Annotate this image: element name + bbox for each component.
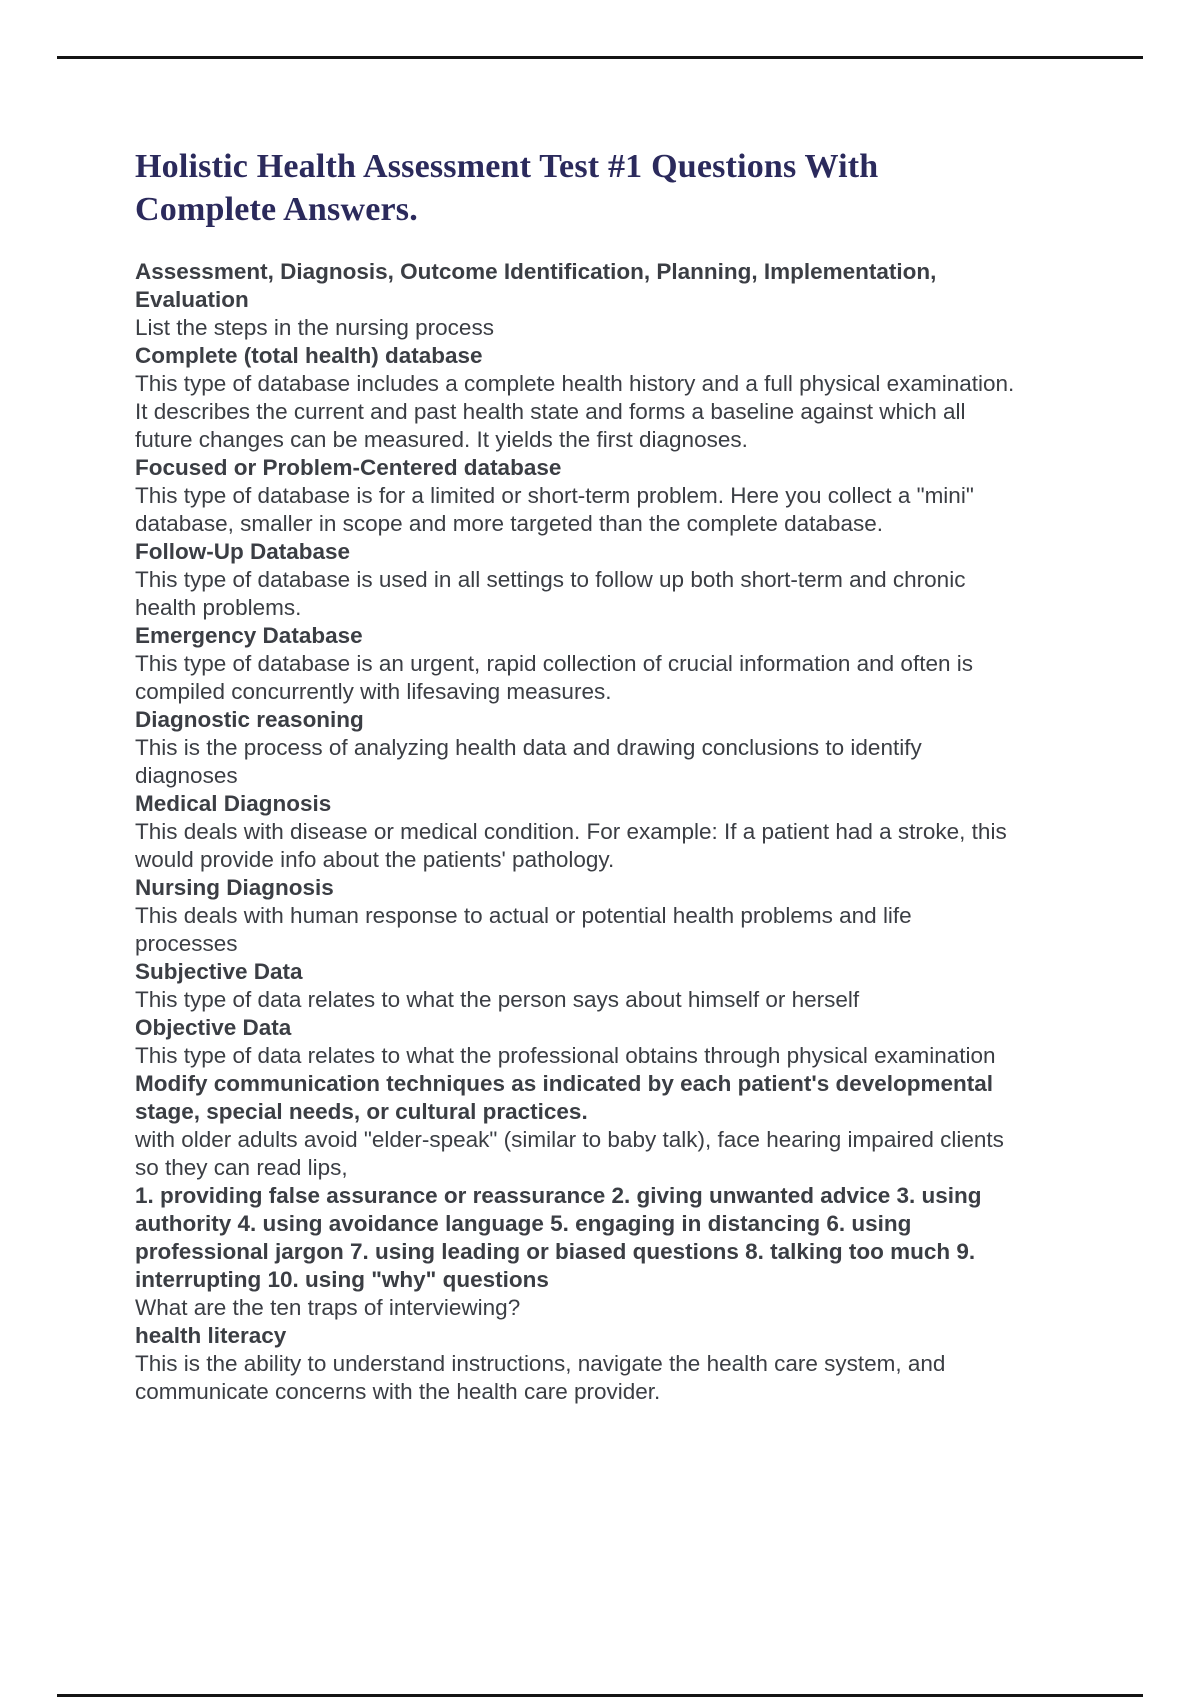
qa-entry: [135, 706, 1015, 790]
qa-question: List the steps in the nursing process: [135, 315, 494, 340]
qa-question: What are the ten traps of interviewing?: [135, 1295, 521, 1320]
qa-entry: [135, 1014, 1015, 1070]
qa-answer: Medical Diagnosis: [135, 791, 332, 816]
qa-entry: [135, 1070, 1015, 1182]
bottom-rule: [57, 1694, 1143, 1697]
qa-entry: [135, 874, 1015, 958]
qa-answer: Modify communication techniques as indicated by each patient's developmental stage, special needs, or cultural practices.: [135, 1071, 994, 1124]
qa-question: This type of data relates to what the person says about himself or herself: [135, 987, 860, 1012]
qa-entry: [135, 538, 1015, 622]
qa-entry: [135, 1322, 1015, 1406]
qa-question: This type of database is for a limited or short-term problem. Here you collect a "mini" database, smaller in scope and more targeted than the complete database.: [135, 483, 974, 536]
qa-answer: Nursing Diagnosis: [135, 875, 334, 900]
qa-entry: [135, 622, 1015, 706]
qa-entry: [135, 1182, 1015, 1322]
qa-answer: Assessment, Diagnosis, Outcome Identification, Planning, Implementation, Evaluation: [135, 259, 937, 312]
qa-question: This deals with disease or medical condition. For example: If a patient had a stroke, this would provide info about the patients' pathology.: [135, 819, 1007, 872]
page-title: [135, 0, 1015, 231]
qa-question: This deals with human response to actual or potential health problems and life processes: [135, 903, 912, 956]
qa-question: This is the ability to understand instructions, navigate the health care system, and communicate concerns with the health care provider.: [135, 1351, 946, 1404]
qa-question: This type of data relates to what the professional obtains through physical examination: [135, 1043, 996, 1068]
qa-entry: [135, 258, 1015, 342]
qa-answer: 1. providing false assurance or reassurance 2. giving unwanted advice 3. using authority 4. using avoidance language 5. engaging in distancing 6. using professional jargon 7. using leading or biased questions 8. talking too much 9. interrupting 10. using "why" questions: [135, 1183, 982, 1292]
qa-answer: Follow-Up Database: [135, 539, 351, 564]
qa-answer: health literacy: [135, 1323, 287, 1348]
qa-entry: [135, 454, 1015, 538]
qa-answer: Subjective Data: [135, 959, 303, 984]
qa-answer: Emergency Database: [135, 623, 363, 648]
document-content: [135, 0, 1015, 1406]
qa-question: with older adults avoid "elder-speak" (similar to baby talk), face hearing impaired clients so they can read lips,: [135, 1127, 1004, 1180]
qa-answer: Diagnostic reasoning: [135, 707, 364, 732]
qa-entry: [135, 342, 1015, 454]
qa-answer: Complete (total health) database: [135, 343, 483, 368]
qa-list: [135, 258, 1015, 1406]
qa-question: This is the process of analyzing health data and drawing conclusions to identify diagnoses: [135, 735, 922, 788]
qa-answer: Focused or Problem-Centered database: [135, 455, 562, 480]
page-title-line-1: Holistic Health Assessment Test #1 Questions With: [135, 148, 879, 185]
qa-entry: [135, 958, 1015, 1014]
qa-question: This type of database is an urgent, rapid collection of crucial information and often is compiled concurrently with lifesaving measures.: [135, 651, 973, 704]
page-title-line-2: Complete Answers.: [135, 191, 418, 228]
qa-entry: [135, 790, 1015, 874]
qa-question: This type of database includes a complete health history and a full physical examination. It describes the current and past health state and forms a baseline against which all future changes can be measured. It yields the first diagnoses.: [135, 371, 1015, 452]
qa-question: This type of database is used in all settings to follow up both short-term and chronic health problems.: [135, 567, 966, 620]
qa-answer: Objective Data: [135, 1015, 292, 1040]
